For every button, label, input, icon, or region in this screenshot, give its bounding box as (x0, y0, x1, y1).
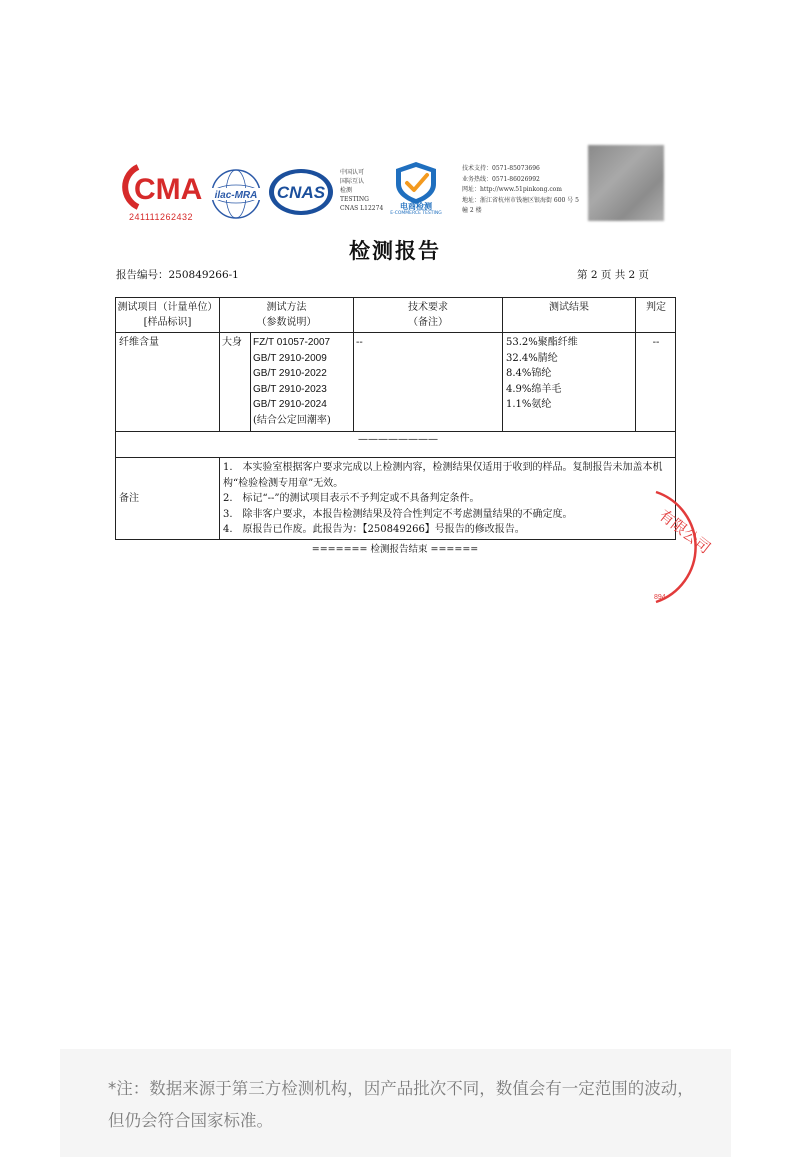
report-end-line: ======= 检测报告结束 ====== (311, 544, 479, 555)
note-item: 2. 标记“--”的测试项目表示不予判定或不具备判定条件。 (223, 493, 480, 504)
contact-line: 技术支持：0571-85073696 (462, 165, 540, 172)
table-rule (219, 457, 220, 540)
contact-line: 业务热线：0571-86026992 (462, 175, 540, 183)
cnas-text: CNAS (276, 183, 326, 202)
contact-info (462, 164, 588, 217)
method-line: FZ/T 01057-2007 (253, 337, 331, 348)
recognition-line: 中国认可 (340, 169, 365, 176)
row-verdict: -- (652, 337, 660, 348)
recognition-text (340, 168, 383, 213)
table-rule (635, 298, 636, 431)
disclaimer-box (60, 1049, 731, 1157)
table-rule (116, 457, 675, 458)
header-item-line: 测试项目（计量单位） (117, 302, 218, 313)
contact-line: 网址：http://www.51pinkong.com (462, 186, 562, 193)
cma-number: 241111262432 (128, 212, 194, 222)
row-part: 大身 (222, 337, 242, 348)
stamp-number: 894 (654, 594, 666, 601)
ecommerce-label: 电商检测 (400, 202, 432, 211)
cnas-logo (267, 167, 335, 217)
header-result: 测试结果 (549, 302, 589, 313)
header-method-line: （参数说明） (256, 317, 317, 328)
ilac-text: ilac-MRA (214, 190, 258, 201)
header-requirement (354, 300, 502, 330)
cma-logo (120, 163, 202, 223)
disclaimer-text: *注：数据来源于第三方检测机构，因产品批次不同，数值会有一定范围的波动，但仍会符合国家标准。 (108, 1079, 694, 1130)
ecommerce-sublabel: E-COMMERCE TESTING (390, 211, 442, 216)
method-line: GB/T 2910-2022 (253, 368, 327, 379)
cma-letters: CMA (134, 173, 203, 206)
note-item: 1. 本实验室根据客户要求完成以上检测内容，检测结果仅适用于收到的样品。复制报告未加盖本机构“检验检测专用章”无效。 (223, 462, 663, 489)
page-info: 第 2 页 共 2 页 (577, 269, 650, 281)
separator-line: ———————— (358, 434, 438, 445)
header-item (116, 300, 219, 330)
header-verdict: 判定 (646, 302, 666, 313)
header-requirement-line: （备注） (408, 317, 448, 328)
result-line: 32.4%腈纶 (506, 352, 558, 364)
header-requirement-line: 技术要求 (408, 302, 448, 313)
header-method-line: 测试方法 (266, 302, 307, 313)
recognition-line: CNAS L12274 (340, 205, 384, 212)
stamp-text: 有限公司 (655, 505, 714, 558)
table-rule (502, 298, 503, 431)
ilac-mra-logo (208, 168, 264, 220)
blurred-qr-code (588, 145, 664, 221)
header-item-line: [样品标识] (143, 317, 192, 328)
report-table (115, 297, 676, 540)
table-rule (116, 332, 675, 333)
row-requirement: -- (356, 337, 363, 348)
row-methods (253, 335, 331, 428)
note-item: 3. 除非客户要求，本报告检测结果及符合性判定不考虑测量结果的不确定度。 (223, 508, 573, 520)
contact-line: 幢 2 楼 (462, 207, 482, 214)
header-method (220, 300, 353, 330)
report-number: 报告编号：250849266-1 (116, 269, 239, 281)
recognition-line: 国际互认 (340, 178, 365, 185)
result-line: 1.1%氨纶 (506, 399, 552, 410)
method-line: (结合公定回潮率) (253, 414, 331, 426)
row-item: 纤维含量 (119, 337, 159, 348)
result-line: 53.2%聚酯纤维 (506, 337, 578, 348)
method-line: GB/T 2910-2009 (253, 352, 327, 364)
result-line: 4.9%绵羊毛 (506, 383, 562, 395)
method-line: GB/T 2910-2023 (253, 383, 327, 395)
notes-list (223, 460, 673, 538)
notes-label: 备注 (119, 493, 139, 504)
company-stamp-icon (628, 487, 714, 607)
document-title: 检测报告 (349, 238, 441, 263)
row-results (506, 335, 578, 413)
result-line: 8.4%锦纶 (506, 368, 552, 379)
note-item: 4. 原报告已作废。此报告为：【250849266】号报告的修改报告。 (223, 524, 525, 535)
table-rule (250, 332, 251, 431)
method-line: GB/T 2910-2024 (253, 399, 327, 410)
contact-line: 地址：浙江省杭州市钱塘区银海街 600 号 5 (462, 196, 579, 204)
recognition-line: TESTING (340, 196, 369, 203)
recognition-line: 检测 (340, 187, 353, 194)
